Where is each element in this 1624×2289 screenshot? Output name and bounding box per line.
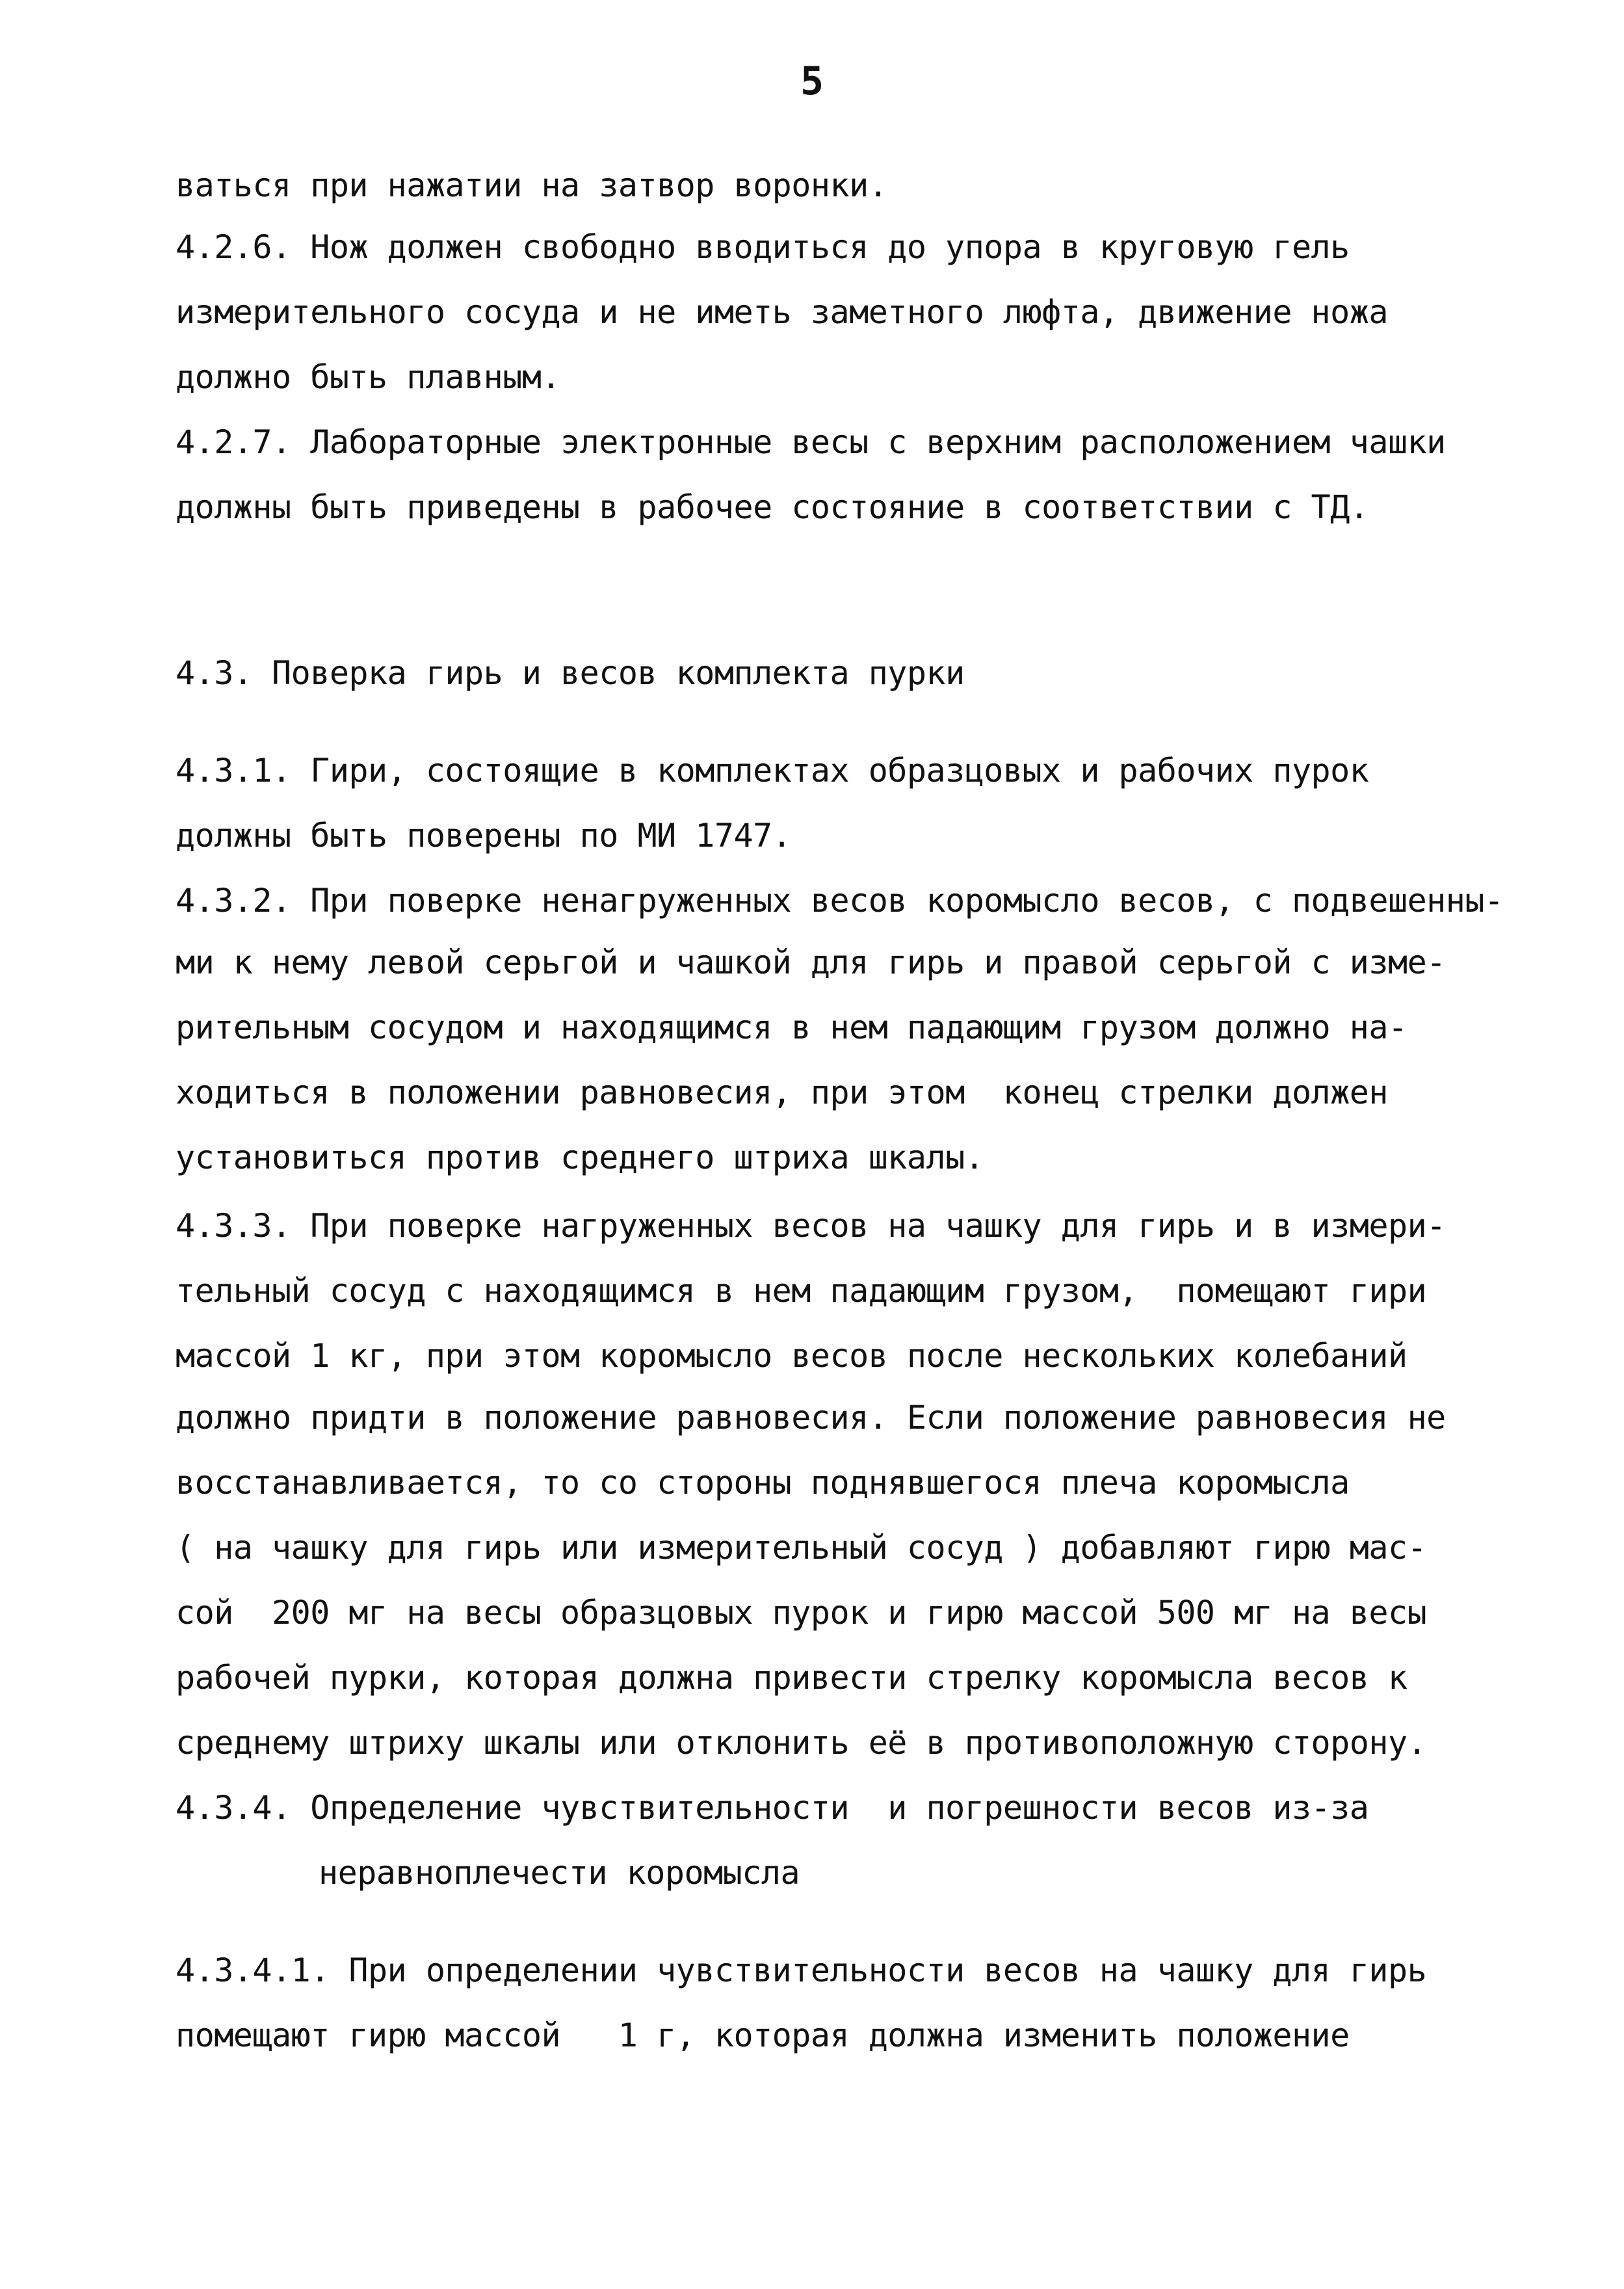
text-line: 4.2.6. Нож должен свободно вводиться до упора в круговую гель [176, 228, 1350, 266]
text-line: ходиться в положении равновесия, при этом конец стрелки должен [176, 1074, 1388, 1111]
text-line: рабочей пурки, которая должна привести стрелку коромысла весов к [176, 1659, 1408, 1697]
text-line: ваться при нажатии на затвор воронки. [176, 166, 888, 204]
text-line: массой 1 кг, при этом коромысло весов после нескольких колебаний [176, 1337, 1408, 1375]
text-line: 4.3.4.1. При определении чувствительности весов на чашку для гирь [176, 1952, 1427, 1989]
page-number: 5 [800, 59, 824, 104]
text-line: должно придти в положение равновесия. Если положение равновесия не [176, 1399, 1446, 1436]
text-line: должны быть поверены по МИ 1747. [176, 817, 792, 854]
text-line: измерительного сосуда и не иметь заметного люфта, движение ножа [176, 293, 1388, 331]
text-line: 4.3.4. Определение чувствительности и погрешности весов из-за [176, 1789, 1369, 1827]
text-line: помещают гирю массой 1 г, которая должна изменить положение [176, 2017, 1350, 2054]
text-line: 4.3.3. При поверке нагруженных весов на чашку для гирь и в измери- [176, 1207, 1446, 1245]
text-line: среднему штриху шкалы или отклонить её в противоположную сторону. [176, 1724, 1427, 1762]
text-line: сой 200 мг на весы образцовых пурок и гирю массой 500 мг на весы [176, 1594, 1427, 1632]
text-line: установиться против среднего штриха шкалы. [176, 1139, 984, 1176]
text-line: неравноплечести коромысла [319, 1854, 800, 1892]
text-line: 4.3.1. Гири, состоящие в комплектах образцовых и рабочих пурок [176, 752, 1369, 789]
text-line: тельный сосуд с находящимся в нем падающим грузом, помещают гири [176, 1272, 1427, 1310]
text-line: ( на чашку для гирь или измерительный сосуд ) добавляют гирю мас- [176, 1529, 1427, 1567]
section-heading: 4.3. Поверка гирь и весов комплекта пурки [176, 654, 965, 692]
text-line: 4.2.7. Лабораторные электронные весы с верхним расположением чашки [176, 423, 1446, 461]
text-line: рительным сосудом и находящимся в нем падающим грузом должно на- [176, 1009, 1408, 1046]
text-line: восстанавливается, то со стороны поднявшегося плеча коромысла [176, 1464, 1350, 1502]
text-line: ми к нему левой серьгой и чашкой для гирь и правой серьгой с изме- [176, 944, 1446, 981]
text-line: должны быть приведены в рабочее состояние в соответствии с ТД. [176, 488, 1369, 526]
text-line: 4.3.2. При поверке ненагруженных весов коромысло весов, с подвешенны- [176, 882, 1504, 920]
text-line: должно быть плавным. [176, 358, 561, 396]
